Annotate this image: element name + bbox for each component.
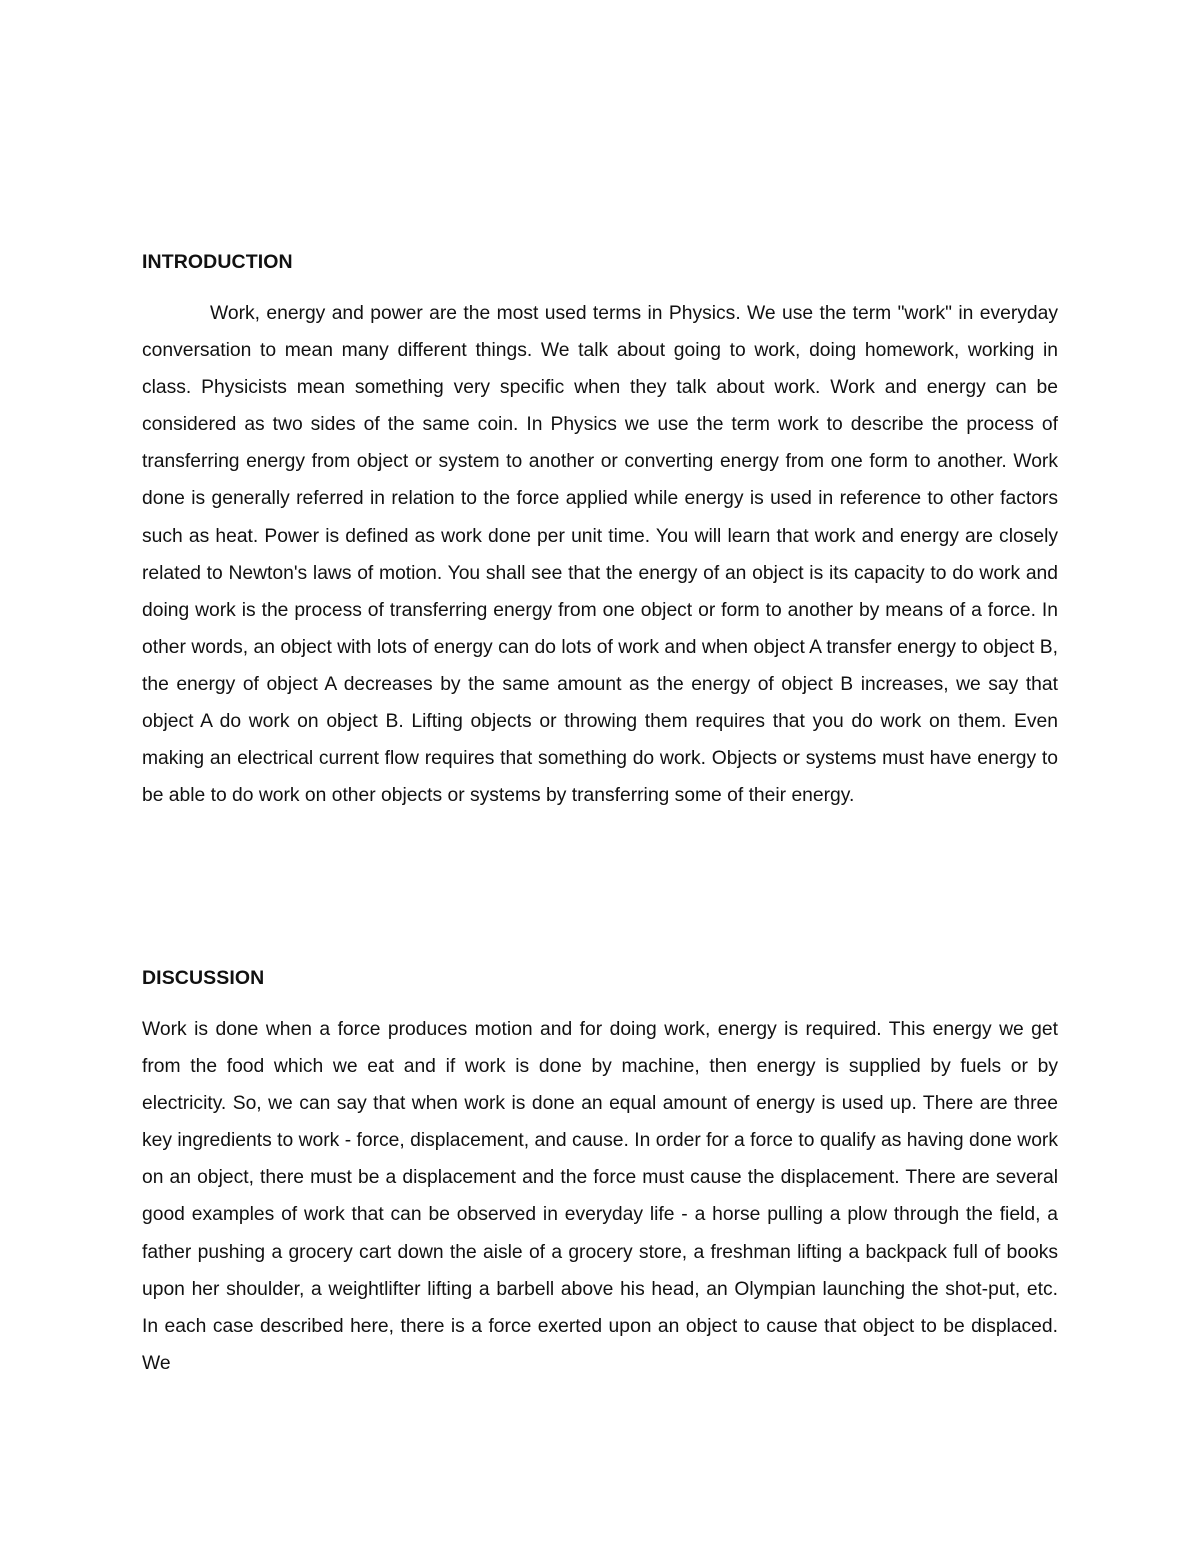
discussion-heading: DISCUSSION [142,967,265,989]
introduction-heading: INTRODUCTION [142,251,293,273]
discussion-paragraph: Work is done when a force produces motion and for doing work, energy is required. This energy we get from the food which we eat and if work is done by machine, then energy is supplied by fuels or by electricity. So, we can say that when work is done an equal amount of energy is used up. There are three key ingredients to work - force, displacement, and cause. In order for a force to qualify as having done work on an object, there must be a displacement and the force must cause the displacement. There are several good examples of work that can be observed in everyday life - a horse pulling a plow through the field, a father pushing a grocery cart down the aisle of a grocery store, a freshman lifting a backpack full of books upon her shoulder, a weightlifter lifting a barbell above his head, an Olympian launching the shot-put, etc. In each case described here, there is a force exerted upon an object to cause that object to be displaced. We [142,1019,1058,1374]
introduction-paragraph: Work, energy and power are the most used terms in Physics. We use the term "work" in everyday conversation to mean many different things. We talk about going to work, doing homework, working in class. Physicists mean something very specific when they talk about work. Work and energy can be considered as two sides of the same coin. In Physics we use the term work to describe the process of transferring energy from object or system to another or converting energy from one form to another. Work done is generally referred in relation to the force applied while energy is used in reference to other factors such as heat. Power is defined as work done per unit time. You will learn that work and energy are closely related to Newton's laws of motion. You shall see that the energy of an object is its capacity to do work and doing work is the process of transferring energy from one object or form to another by means of a force. In other words, an object with lots of energy can do lots of work and when object A transfer energy to object B, the energy of object A decreases by the same amount as the energy of object B increases, we say that object A do work on object B. Lifting objects or throwing them requires that you do work on them. Even making an electrical current flow requires that something do work. Objects or systems must have energy to be able to do work on other objects or systems by transferring some of their energy. [142,303,1058,807]
